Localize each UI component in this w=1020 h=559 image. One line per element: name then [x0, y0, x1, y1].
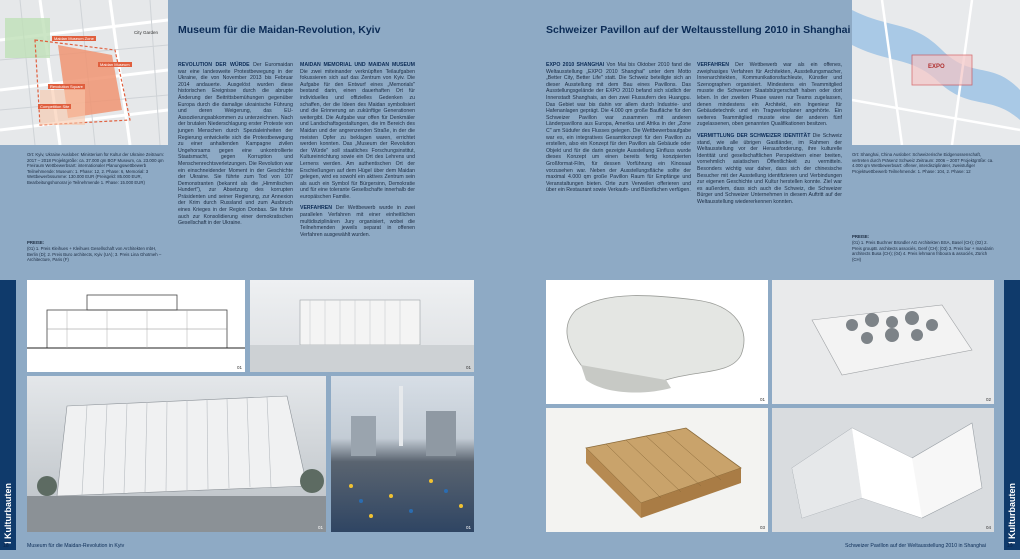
pavilion-model-03 [546, 408, 768, 532]
pavilion-model-04 [772, 408, 994, 532]
photo-number: 02 [985, 397, 991, 402]
right-col1-head: EXPO 2010 SHANGHAI [546, 62, 605, 68]
left-prizes-title: PREISE: [27, 240, 45, 245]
pavilion-model-02 [772, 280, 994, 404]
left-col2-head: MAIDAN MEMORIAL UND MAIDAN MUSEUM [300, 62, 415, 68]
photo-number: 04 [985, 525, 991, 530]
left-col2-head2: VERFAHREN [300, 205, 332, 212]
right-col2-body2: Die Schweiz stand, wie alle übrigen Gastländer, im Rahmen der Weltausstellung vor der Herausforderung, ihre kulturelle Identität und gesellschaftlichen Perspektiven einer breiten, vornehmlich asiatischen Öffentlichkeit zu vermitteln. Besonders wichtig war daher, dass sich der chinesische Besucher mit der Ausstellung identifizieren und Verbindungen zur eigenen Geschichte und Kultur herstellen konnte. Ziel war es außerdem, dass sich auch die Schweiz, die Schweizer Bürger und Schweizer Unternehmen in diesem Auftritt auf der Weltausstellung wiedererkennen konnten. [697, 132, 843, 205]
right-prizes-title: PREISE: [852, 234, 870, 239]
right-prizes: (01) 1. Preis Buchner Bründler AG Architekten BSA, Basel (CH); (02) 2. Preis groupB. architects associés, Genf (CH); (03) 3. Preis bur + mandarin architects Busa (CH); (04) 4. Preis lehmann friboura & associés, Zürich (CH) [852, 240, 994, 262]
right-section-label: I Kulturbauten [1007, 483, 1017, 544]
map-label-expo: EXPO [928, 64, 945, 70]
right-col2-head: VERFAHREN [697, 62, 729, 68]
left-col1-body: Der Euromaidan war eine landesweite Protestbewegung in der Ukraine, die von November 2013 bis Februar 2014 andauerte. Ausgelöst wurden diese historischen Ereignisse durch die abrupte Änderung der Beitrittsbemühungen gegenüber Europa durch die damalige ukrainische Führung und deren Weigerung, das EU-Assoziierungsabkommen zu unterzeichnen. Nach der brutalen Niederschlagung erster Proteste von jungen Menschen durch Spezialeinheiten der Regierung entwickelte sich die Protestbewegung zu einer anhaltenden Kampagne zivilen Ungehorsams gegen eine unkontrollierte Staatsmacht, gegen Korruption und Menschenrechtsverletzungen. Die Revolution war ein einschneidender Moment in der Geschichte der Ukraine. Sie führte zum Tod von 107 Demonstranten (bekannt als die „Himmlischen Hundert"), zur Absetzung des korrupten Präsidenten und seiner Regierung, zur Annexion der Krim durch Russland und zum Ausbruch eines Krieges in der Region Donbas. Sie führte auch zur Konsolidierung einer demokratischen Gesellschaft in der Ukraine. [178, 62, 293, 227]
right-col1 [546, 62, 691, 194]
left-section-tab [0, 280, 16, 550]
right-col1-body: Von Mai bis Oktober 2010 fand die Weltausstellung „EXPO 2010 Shanghai" unter dem Motto „Better City, Better Life" statt. Die Schweiz beteiligte sich an dieser Ausstellung mit dem Bau eines Pavillons. Das Ausstellungsgelände der EXPO 2010 befand sich südlich der Innenstadt Shanghais, an den zwei Flussufern des Huangpu. Das Gebiet war bis dahin vor allem durch Industrie- und Hafenanlagen geprägt. Die 4.000 qm große Baufläche für den Schweizer Pavillon war zusammen mit anderen Länderpavillons aus Europa, Amerika und Afrika in der „Zone C" am Südufer des Flusses gelegen. Die Wettbewerbsaufgabe war es, ein integratives Gesamtkonzept für den Pavillon zu erstellen, also ein Konzept für den Pavillon als Gebäude oder Objekt und für die darin gezeigte Ausstellung Einfluss wurde dieses Konzept um einen bereits fertig konzipierten Großformat-Film, für dessen Vorführung ein Kinosaal vorzusehen war. Neben der Ausstellungsfläche sollte der maximal 4.000 qm große Pavillon Raum für Empfänge und Veranstaltungen bieten. Orte zum Verweilen offerieren und über ein Restaurant sowie Verkaufs- und Bürofächen verfügen. [546, 62, 692, 194]
left-col1 [178, 62, 293, 227]
right-col2-head2: VERMITTLUNG DER SCHWEIZER IDENTITÄT [697, 132, 811, 139]
map-label-city-garden: City Garden [134, 30, 159, 35]
section-drawing-image [27, 280, 245, 372]
photo-number: 03 [759, 525, 765, 530]
map-drawing [0, 0, 168, 145]
photo-number: 01 [759, 397, 765, 402]
photo-number: 01 [317, 525, 323, 530]
left-col2 [300, 62, 415, 238]
left-section-label: I Kulturbauten [3, 483, 13, 544]
right-col2 [697, 62, 842, 205]
maidan-crowd-photo [331, 376, 474, 532]
photo-number: 01 [236, 365, 242, 370]
right-page-title: Schweizer Pavillon auf der Weltausstellung 2010 in Shanghai [546, 24, 851, 36]
left-page-number: 18 [3, 543, 9, 549]
left-footer: Museum für die Maidan-Revolution in Kyiv [27, 543, 125, 549]
map-label-competition-site: Competition Site [40, 104, 70, 109]
left-caption: Ort: Kyiv, Ukraine Auslober: Ministerium für Kultur der Ukraine Zeitraum: 2017 – 2018 Projektgröße: ca. 37.000 qm BGF Museum, ca. 23.000 qm Freiraum Wettbewerbsart: internationaler Planungswettbewerb Teilnehmende: Museum: 1. Phase: 12, 2. Phase: 6, Memorial: 3 Wettbewerbssumme: 130.000 EUR (Preisgeld: 85.000 EUR, Bearbeitungshonorar je Teilnehmende 1. Phase: 15.000 EUR) [27, 152, 164, 185]
left-col2-body2: Der Wettbewerb wurde in zwei parallelen Verfahren mit einer einheitlichen multidisziplinären Jury organisiert, wobei die Teilnehmenden jeweils separat in offenen Verfahren ausgewählt wurden. [300, 205, 415, 238]
photo-number: 01 [465, 525, 471, 530]
map-label-museum-zone: Maidan Museum Zone [54, 36, 94, 41]
right-page-number: 19 [1007, 543, 1013, 549]
left-col1-head: REVOLUTION DER WÜRDE [178, 62, 250, 68]
left-col2-body: Die zwei miteinander verknüpften Teilaufgaben fokussieren sich auf das Zentrum von Kyiv. Die Aufgabe für den Entwurf eines „Memorials" bestand darin, einen dauerhaften Ort für individuelles und offizielles Gedenken zu schaffen, der die Ideen des Maidan symbolisiert und die Erinnerung an zukünftige Generationen weitergibt. Die Aufgabe war offen für Denkmäler und Landschaftsgestaltungen, die im Bereich des Maidan und der angrenzenden Straße, in der die meisten Opfer zu beklagen waren, errichtet werden konnten. Das „Museum der Revolution der Würde" soll staatliches Forschungsinstitut, Kultureinrichtung sowie ein Ort des Lehrens und Lernens werden. Am authentischen Ort der Erschießungen auf dem Hügel über dem Maidan gelegen, wird es sowohl ein aktives Zentrum sein als auch ein Symbol für Bürgersinn, Demokratie und für eine tolerante Gesellschafte innerhalb der europäischen Familie. [300, 68, 415, 200]
museum-rendering-top [250, 280, 474, 372]
pavilion-model-01 [546, 280, 768, 404]
map-label-museum: Maidan Museum [100, 62, 130, 67]
left-prizes: (01) 1. Preis Kleihues + Kleihues Gesellschaft von Architekten mbH, Berlin (D); 2. Preis Buro architects, Kyiv (UA); 3. Preis Lina Ghotmeh – Architecture, Paris (F) [27, 246, 162, 263]
right-caption: Ort: Shanghai, China Auslober: Schweizerische Eidgenossenschaft, vertreten durch Präsenz Schweiz Zeitraum: 2006 – 2007 Projektgröße: ca. 4.000 qm Wettbewerbsart: offener, interdisziplinärer, zweistufiger Projektwettbewerb Teilnehmende: 1. Phase: 104, 2. Phase: 12 [852, 152, 994, 174]
right-section-tab [1004, 280, 1020, 550]
left-page-title: Museum für die Maidan-Revolution, Kyiv [178, 24, 381, 36]
photo-number: 01 [465, 365, 471, 370]
right-footer: Schweizer Pavillon auf der Weltausstellung 2010 in Shanghai [845, 543, 986, 549]
maidan-site-map [0, 0, 168, 145]
right-col2-body: Der Wettbewerb war als ein offenes, zweiphasiges Verfahren für Architekten, Ausstellungsmacher, Innenarchitekten, Kommunikationsfachleute, Künstler und Szenographen organisiert. Mindestens ein Teammitglied musste die Schweizer Staatsbürgerschaft haben oder dort leben. In der zweiten Phase waren nur Teams zugelassen, denen mindestens ein Architekt, ein Ingenieur für Gebäudetechnik und ein Tragwerksplaner angehörte. Ein weiteres Teammitglied musste eine der anderen fünf zugelassenen, oben genannten Qualifikationen besitzen. [697, 62, 842, 128]
map-label-revolution-square: Revolution Square [50, 84, 83, 89]
expo-site-map [852, 0, 1020, 145]
museum-rendering-main [27, 376, 326, 532]
